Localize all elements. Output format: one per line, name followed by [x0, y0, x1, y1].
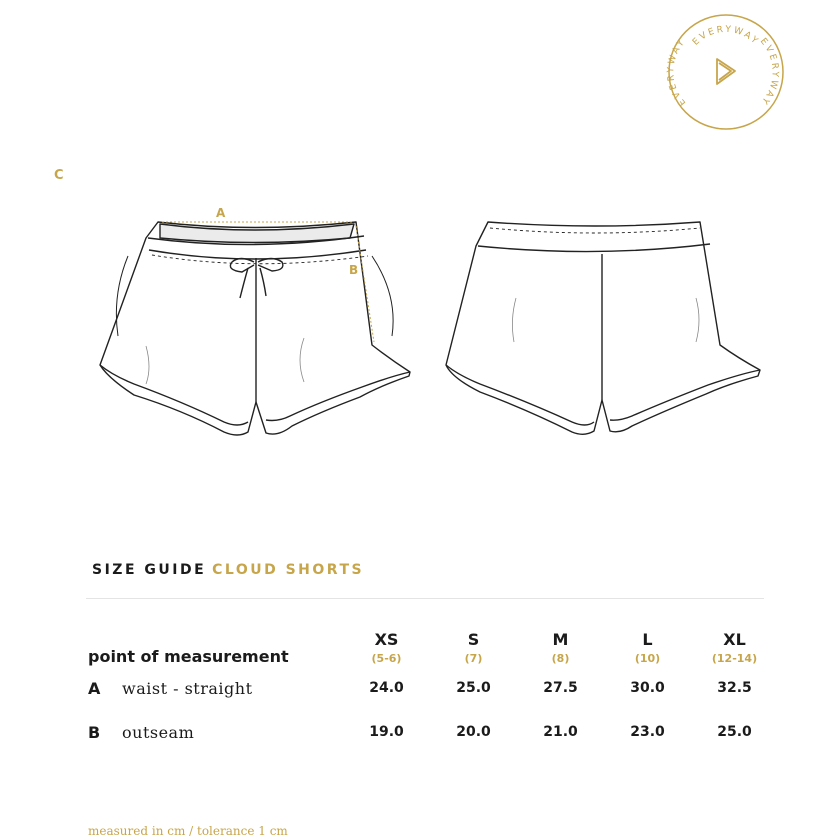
size-guide-title: [92, 562, 364, 578]
table-cell: 30.0: [630, 680, 665, 696]
measure-label-b: B: [349, 263, 359, 277]
table-cell: 32.5: [717, 680, 752, 696]
title-product: CLOUD SHORTS: [212, 562, 365, 578]
row-label: B outseam: [88, 722, 195, 742]
table-row: [88, 666, 778, 710]
measure-label-a: A: [216, 206, 226, 220]
table-cell: 25.0: [456, 680, 491, 696]
table-row: [88, 710, 778, 754]
shorts-back-view: [446, 222, 760, 434]
divider: [86, 598, 764, 599]
table-cell: 27.5: [543, 680, 578, 696]
row-label: A waist - straight: [88, 678, 253, 698]
size-table: [88, 630, 778, 754]
size-col-l: L (10): [634, 630, 661, 665]
play-triangle-icon: [717, 59, 735, 84]
footnote: measured in cm / tolerance 1 cm: [88, 824, 288, 838]
table-cell: 24.0: [369, 680, 404, 696]
table-cell: 20.0: [456, 724, 491, 740]
table-cell: 19.0: [369, 724, 404, 740]
logo-ring-text-right: EVERYWAY: [757, 36, 780, 108]
view-label: C: [54, 168, 64, 183]
header-point-of-measurement: point of measurement: [88, 647, 289, 666]
everyway-logo: [665, 11, 787, 133]
table-cell: 25.0: [717, 724, 752, 740]
shorts-front-view: [100, 222, 410, 435]
title-main: SIZE GUIDE: [92, 562, 207, 578]
size-col-s: S (7): [464, 630, 483, 665]
size-col-xs: XS (5-6): [371, 630, 402, 665]
size-col-m: M (8): [551, 630, 570, 665]
size-col-xl: XL (12-14): [711, 630, 758, 665]
logo-ring-text-left: EVERYWAY: [666, 36, 689, 108]
shorts-technical-drawing: [0, 190, 840, 450]
table-cell: 21.0: [543, 724, 578, 740]
table-cell: 23.0: [630, 724, 665, 740]
table-header-row: [88, 630, 778, 666]
logo-ring-text-top: EVERYWAY: [690, 24, 762, 48]
